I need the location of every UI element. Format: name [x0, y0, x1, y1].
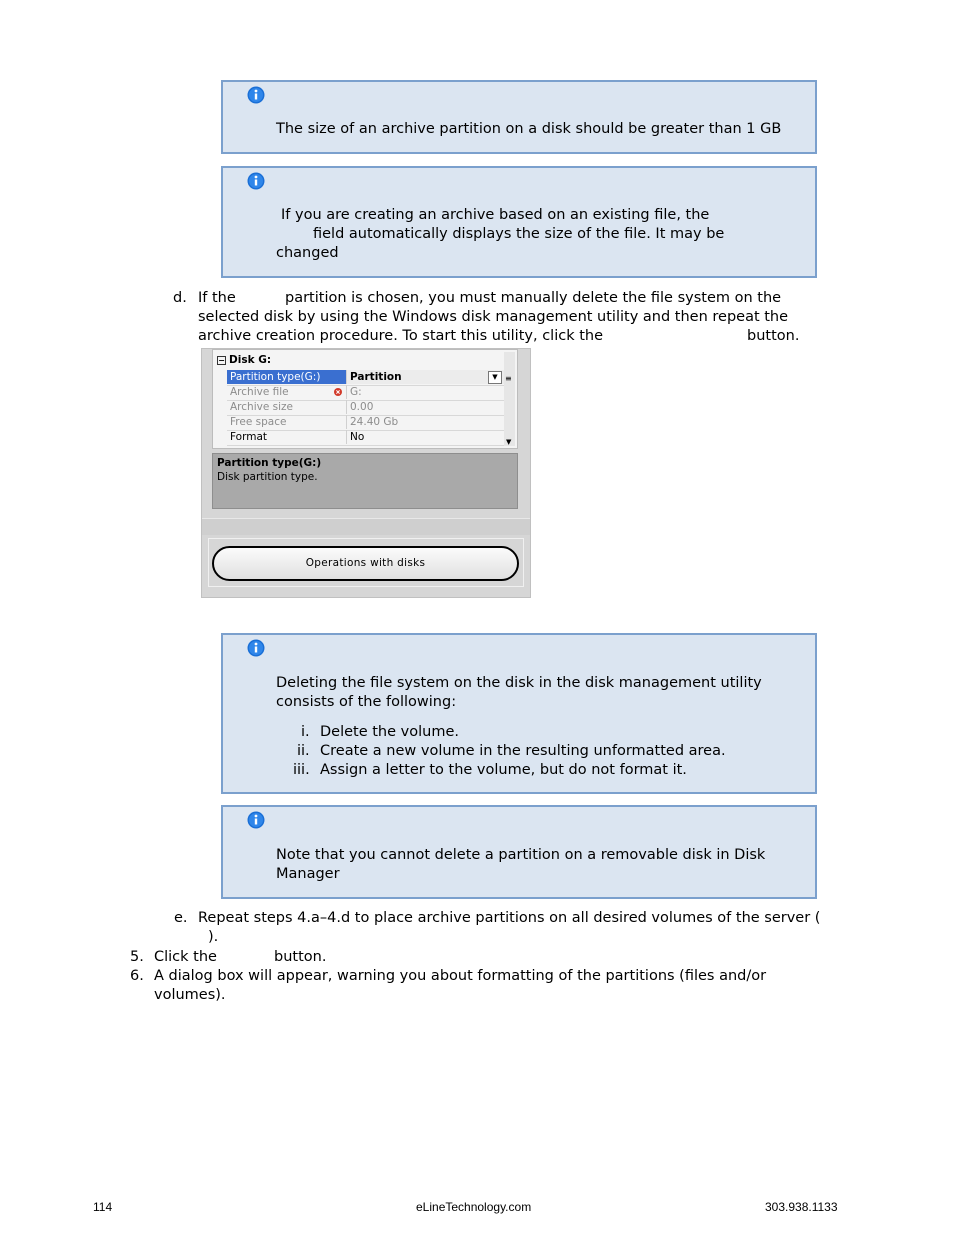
list-item-num: iii. — [293, 762, 310, 778]
footer-phone: 303.938.1133 — [765, 1200, 838, 1214]
property-value[interactable]: 24.40 Gb — [346, 415, 505, 429]
note-box-existing-file — [221, 166, 817, 278]
note-line-2: Manager — [276, 866, 340, 882]
step-text: Click the — [154, 949, 217, 965]
property-grid — [212, 349, 518, 449]
property-key: Archive file — [230, 386, 289, 398]
step-text: Repeat steps 4.a–4.d to place archive partitions on all desired volumes of the server ( — [198, 910, 821, 926]
property-key: Archive size — [230, 401, 293, 413]
settings-screenshot — [201, 348, 531, 598]
property-row[interactable] — [227, 400, 504, 416]
property-description — [212, 453, 518, 509]
step-marker: 6. — [130, 968, 144, 984]
info-icon — [247, 172, 265, 190]
property-key: Partition type(G:) — [227, 370, 346, 384]
property-row[interactable] — [227, 415, 504, 431]
step-marker: d. — [173, 290, 187, 306]
list-item-text: Create a new volume in the resulting unformatted area. — [320, 743, 726, 759]
note-line-1: If you are creating an archive based on an existing file, the — [281, 207, 710, 223]
note-line-1: Note that you cannot delete a partition on a removable disk in Disk — [276, 847, 766, 863]
property-key: Free space — [230, 416, 287, 428]
property-value[interactable]: 0.00 — [346, 400, 505, 414]
note-line-1: Deleting the file system on the disk in the disk management utility — [276, 675, 762, 691]
operations-with-disks-button[interactable]: Operations with disks — [212, 546, 519, 581]
property-key: Format — [230, 431, 268, 443]
scrollbar[interactable] — [504, 352, 515, 446]
property-value[interactable]: No — [346, 430, 505, 444]
step-text: volumes). — [154, 987, 226, 1003]
group-label: Disk G: — [229, 354, 272, 366]
property-value[interactable]: Partition — [346, 370, 505, 384]
list-item-num: i. — [301, 724, 310, 740]
dropdown-arrow-icon[interactable]: ▼ — [488, 371, 502, 384]
separator-bar — [202, 518, 530, 535]
footer-site: eLineTechnology.com — [416, 1200, 532, 1214]
step-text: If the — [198, 290, 236, 306]
group-header — [217, 354, 271, 366]
property-value[interactable]: G: — [346, 385, 505, 399]
step-text: archive creation procedure. To start this utility, click the — [198, 328, 603, 344]
step-text: partition is chosen, you must manually delete the file system on the — [285, 290, 782, 306]
step-marker: 5. — [130, 949, 144, 965]
property-row[interactable] — [227, 385, 504, 401]
note-text: The size of an archive partition on a disk should be greater than 1 GB — [276, 121, 782, 137]
note-box-removable — [221, 805, 817, 899]
scroll-down-icon[interactable]: ▼ — [506, 438, 512, 446]
step-marker: e. — [174, 910, 188, 926]
step-text: selected disk by using the Windows disk management utility and then repeat the — [198, 309, 789, 325]
list-item-text: Assign a letter to the volume, but do not format it. — [320, 762, 687, 778]
description-text: Disk partition type. — [217, 471, 318, 483]
list-item-text: Delete the volume. — [320, 724, 459, 740]
collapse-icon[interactable]: − — [218, 355, 225, 365]
list-item-num: ii. — [297, 743, 310, 759]
step-text: A dialog box will appear, warning you about formatting of the partitions (files and/or — [154, 968, 767, 984]
info-icon — [247, 639, 265, 657]
step-text: button. — [747, 328, 800, 344]
step-text: ). — [208, 929, 219, 945]
description-title: Partition type(G:) — [217, 457, 322, 469]
note-line-2: consists of the following: — [276, 694, 457, 710]
property-row[interactable] — [227, 430, 504, 446]
info-icon — [247, 86, 265, 104]
property-row[interactable] — [227, 370, 504, 386]
page-number: 114 — [93, 1200, 113, 1214]
scroll-grip-icon: ≡ — [505, 374, 512, 383]
note-line-3: changed — [276, 245, 339, 261]
note-box-delete-fs — [221, 633, 817, 794]
note-box-size — [221, 80, 817, 154]
info-icon — [247, 811, 265, 829]
error-icon — [334, 388, 342, 396]
step-text: button. — [274, 949, 327, 965]
note-line-2: field automatically displays the size of the file. It may be — [313, 226, 725, 242]
